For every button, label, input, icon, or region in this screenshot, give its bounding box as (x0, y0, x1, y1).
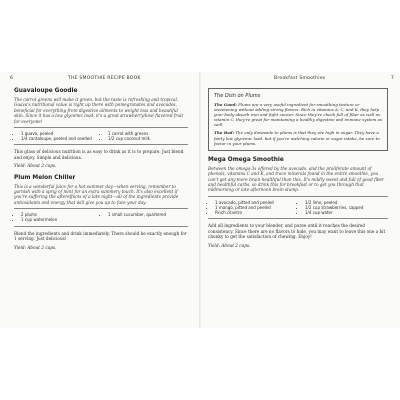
sidebar-dish-on-plums (208, 88, 388, 151)
right-page-content (208, 88, 388, 251)
ingredient-item: • 1/2 cup strawberries, capped (305, 205, 388, 210)
ingredient-item: • 2 plums (21, 212, 101, 217)
book-title-header: THE SMOOTHIE RECIPE BOOK (68, 76, 141, 81)
left-page-number: 6 (10, 76, 14, 81)
left-page (6, 72, 192, 328)
recipe-method: Add all ingredients to your blender, and puree until it reaches the desired consistency. Since there are no flavors to hide, you may want to leave this one a bit chunky to get the satisfaction of chewing. Enjoy! (208, 223, 386, 240)
ingredients-right-column (101, 212, 188, 222)
ingredient-item: • 1 small cucumber, quartered (108, 212, 188, 217)
right-running-head (208, 76, 394, 84)
sidebar-bad-text: The only downside to plums is that they are high in sugar. They have a fairly low glycemic load, but if you're watching calorie or sugar intake, be sure to factor in your plums. (214, 130, 380, 146)
ingredients-left-column (14, 131, 101, 141)
sidebar-good-text: Plums are a very useful ingredient for smoothing texture or sweetening without adding strong flavors. Rich in vitamins A, C, and K, they help your body absorb iron and fight cancer. Since they're chock full of fiber as well as vitamin C, they're great for maintaining a healthy digestive and immune system as well. (214, 102, 382, 128)
chapter-title-header: Breakfast Smoothies (274, 76, 326, 81)
recipe-yield: Yield: About 2 cups. (14, 244, 57, 250)
ingredient-item: • 1/2 lime, peeled (305, 200, 388, 205)
ingredient-item: • 1 guava, peeled (21, 131, 101, 136)
ingredient-item: • 1/4 cup water (305, 210, 388, 215)
ingredient-item: • 1 cup watermelon (21, 217, 101, 222)
left-page-content (14, 88, 188, 253)
recipe-mega-omega-smoothie (208, 157, 388, 248)
ingredient-item: • 1 mango, pitted and peeled (215, 205, 298, 210)
recipe-yield: Yield: About 2 cups. (208, 242, 251, 248)
ingredient-item: • 1/4 cantaloupe, peeled and seeded (21, 136, 101, 141)
sidebar-title: The Dish on Plums (214, 93, 261, 99)
right-page (208, 72, 394, 328)
recipe-title: Guavaloupe Goodie (14, 88, 78, 94)
recipe-method: This glass of delicious nutrition is as easy to drink as it is to prepare. Just blend and enjoy. Simple and delicious. (14, 149, 184, 160)
ingredient-item: • 1 carrot with greens (108, 131, 188, 136)
ingredient-item: • 1 avocado, pitted and peeled (215, 200, 298, 205)
sidebar-good-paragraph (214, 102, 382, 127)
recipe-intro: This is a wonderful juice for a hot summer day—when serving, remember to garnish with a sprig of mint for an extra summery touch. It's also excellent if you're suffering the aftereffects of a late night—all of the ingredients provide antioxidants and energy that will give you up to face your day. (14, 183, 179, 205)
ingredients-left-column (208, 200, 298, 216)
ingredient-item: • Pinch cilantro (215, 210, 298, 215)
ingredients-right-column (298, 200, 388, 216)
book-gutter (199, 72, 201, 328)
sidebar-bad-label: The Bad: (214, 130, 235, 136)
ingredients-box (14, 208, 188, 226)
recipe-yield: Yield: About 2 cups. (14, 163, 57, 169)
ingredients-left-column (14, 212, 101, 222)
recipe-plum-melon-chiller (14, 175, 188, 250)
sidebar-bad-paragraph (214, 130, 382, 145)
ingredient-item: • 1/2 cup coconut milk (108, 136, 188, 141)
recipe-intro: Between the omega-3s offered by the avocado, and the proliferate amount of phenols, vitamins C and K, and trace minerals found in the entire smoothie, you can't get any more brain-healthful than this. It's mildly sweet and full of good fiber and healthful carbs, so drink this for breakfast or to get you through that midmorning or late-afternoon brain slump. (208, 165, 385, 193)
left-running-head (6, 76, 192, 84)
ingredients-right-column (101, 131, 188, 141)
recipe-guavaloupe-goodie (14, 88, 188, 169)
recipe-method: Blend the ingredients and drink immediately. There should be exactly enough for 1 serving. Just delicious! (14, 230, 187, 242)
right-page-number: 7 (390, 76, 394, 81)
ingredients-box (14, 127, 188, 145)
recipe-title: Plum Melon Chiller (14, 174, 76, 181)
recipe-title: Mega Omega Smoothie (208, 156, 284, 163)
recipe-intro: The carrot greens will make it green, but the taste is refreshing and tropical. Guava's nutritional value is right up there with pomegranates and avocados, beneficial for everything from digestive ailments to weight loss and beautiful skin. Since it has a low glycemic load, it's a great strawberry/kiwi-flavored fruit for everyone! (14, 97, 184, 124)
sidebar-good-label: The Good: (214, 102, 237, 107)
ingredients-box (208, 196, 388, 220)
